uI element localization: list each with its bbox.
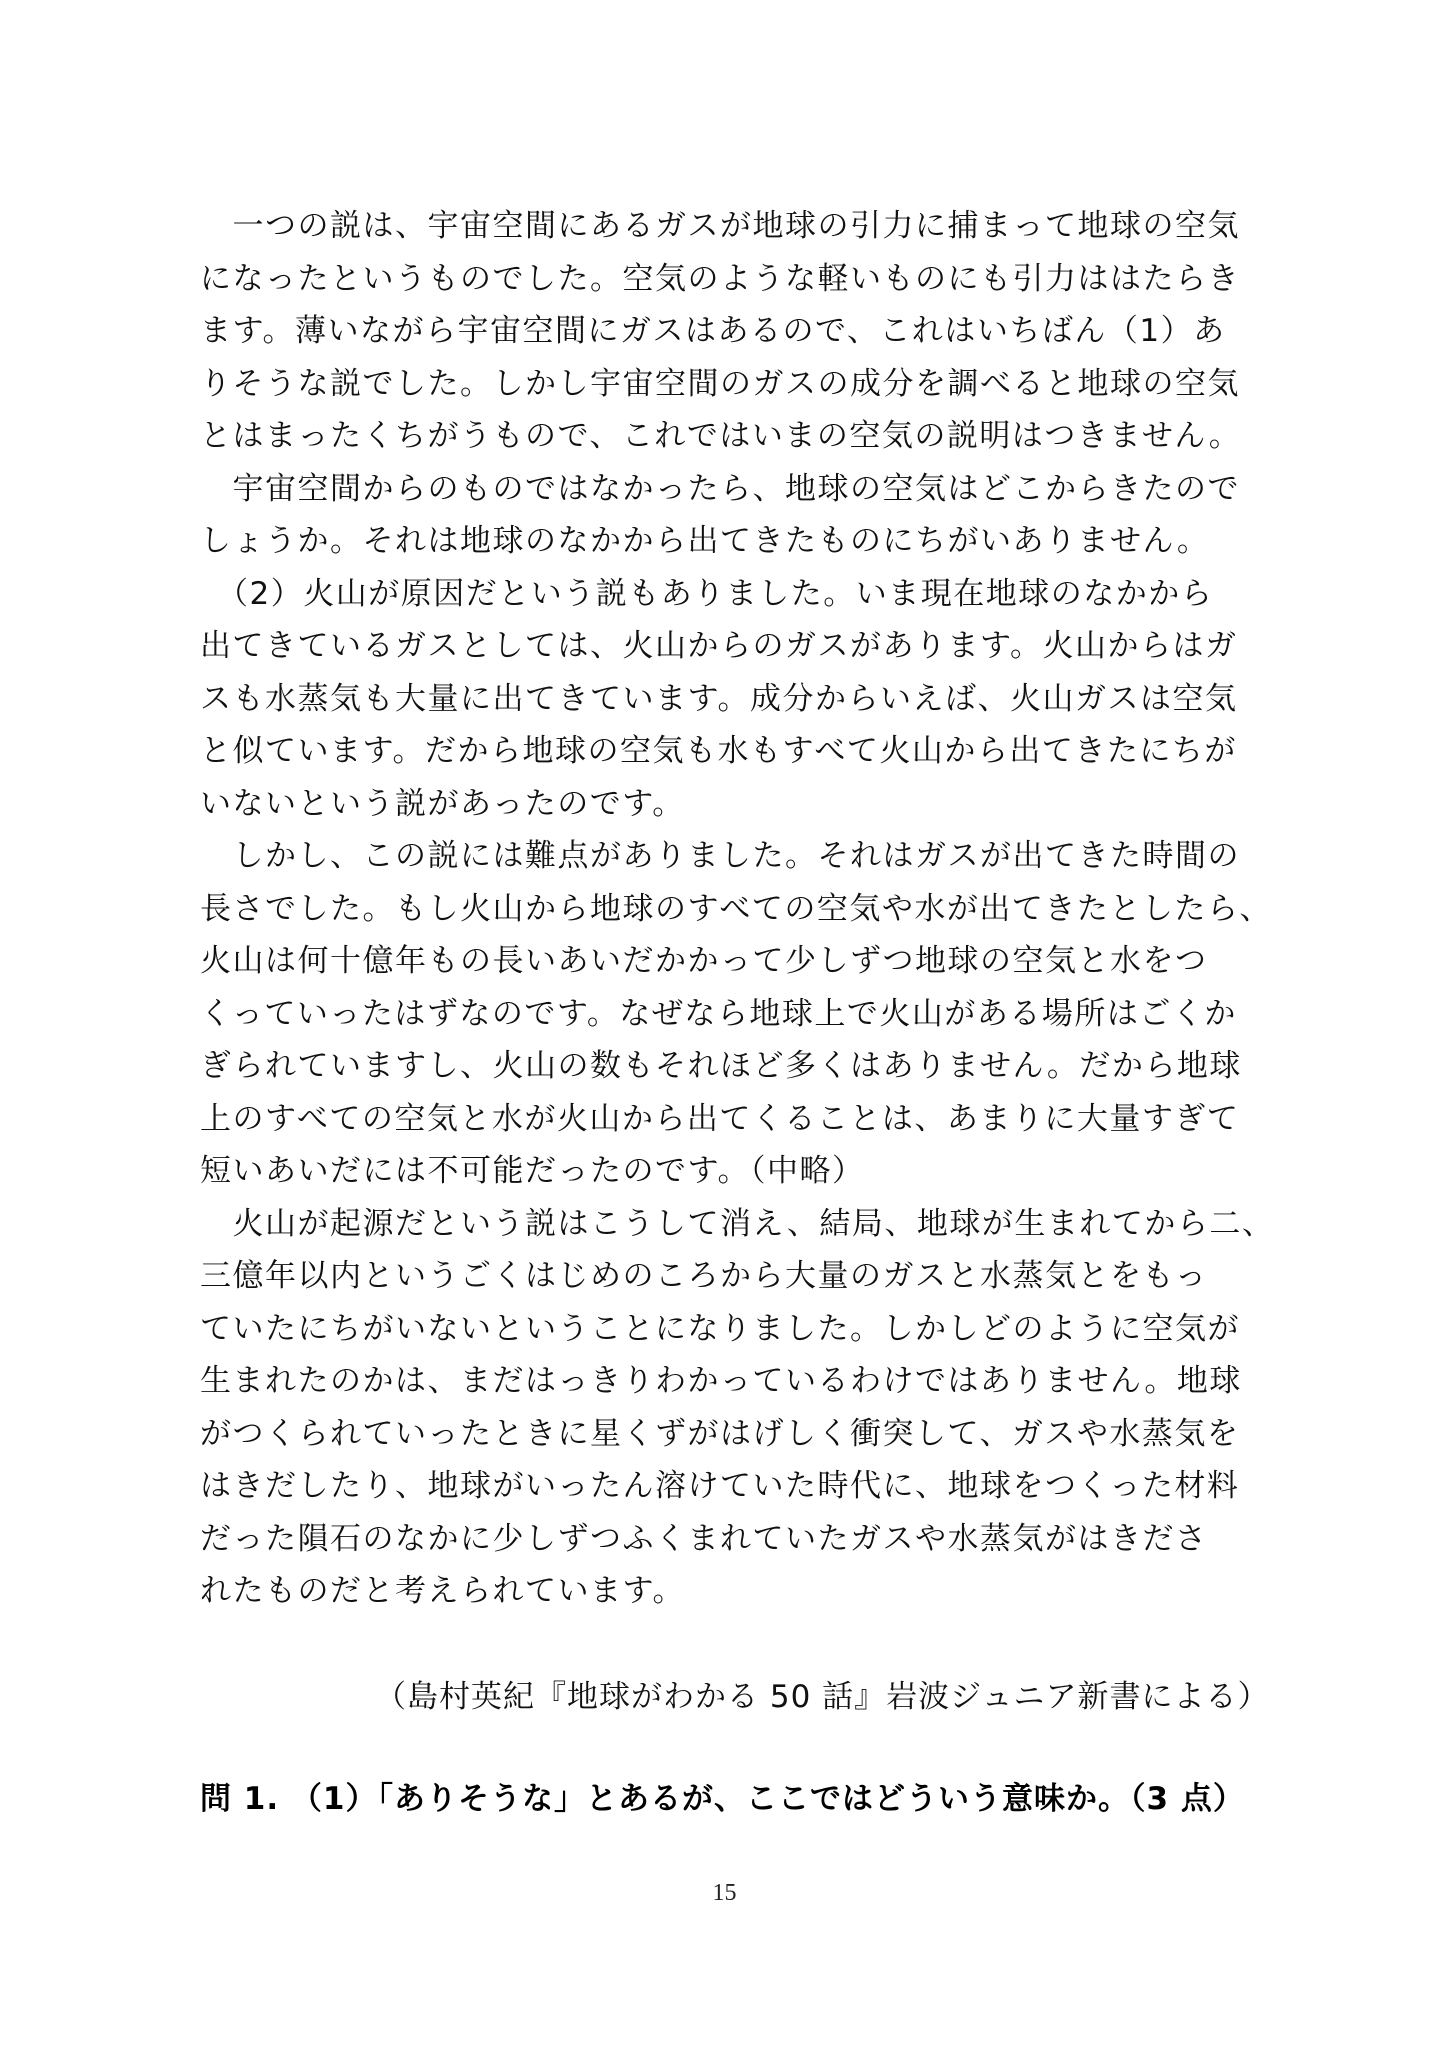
paragraph-4 bbox=[200, 830, 1272, 1198]
text-line: と似ています。だから地球の空気も水もすべて火山から出てきたにちが bbox=[200, 733, 1237, 769]
text-line: 生まれたのかは、まだはっきりわかっているわけではありません。地球 bbox=[200, 1363, 1242, 1399]
source-citation: （島村英紀『地球がわかる 50 話』岩波ジュニア新書による） bbox=[375, 1679, 1270, 1715]
text-line: 三億年以内というごくはじめのころから大量のガスと水蒸気とをもっ bbox=[200, 1258, 1208, 1294]
text-line: 一つの説は、宇宙空間にあるガスが地球の引力に捕まって地球の空気 bbox=[200, 208, 1240, 244]
paragraph-3 bbox=[200, 568, 1260, 831]
text-line: 火山は何十億年もの長いあいだかかって少しずつ地球の空気と水をつ bbox=[200, 943, 1208, 979]
question-1: 問 1. （1）「ありそうな」とあるが、ここではどういう意味か。（3 点） bbox=[200, 1781, 1245, 1817]
text-line: とはまったくちがうもので、これではいまの空気の説明はつきません。 bbox=[200, 418, 1242, 454]
page-number: 15 bbox=[712, 1880, 737, 1906]
paragraph-5 bbox=[200, 1198, 1275, 1618]
text-line: いないという説があったのです。 bbox=[200, 785, 685, 822]
text-line: 長さでした。もし火山から地球のすべての空気や水が出てきたとしたら、 bbox=[200, 890, 1272, 927]
text-line: スも水蒸気も大量に出てきています。成分からいえば、火山ガスは空気 bbox=[200, 680, 1238, 717]
text-line: りそうな説でした。しかし宇宙空間のガスの成分を調べると地球の空気 bbox=[200, 365, 1240, 402]
text-line: 短いあいだには不可能だったのです。（中略） bbox=[200, 1153, 865, 1189]
text-line: 上のすべての空気と水が火山から出てくることは、あまりに大量すぎて bbox=[200, 1100, 1240, 1137]
text-line: 宇宙空間からのものではなかったら、地球の空気はどこからきたので bbox=[200, 470, 1240, 507]
text-line: れたものだと考えられています。 bbox=[200, 1573, 686, 1609]
text-line: ぎられていますし、火山の数もそれほど多くはありません。だから地球 bbox=[200, 1048, 1242, 1084]
text-line: 火山が起源だという説はこうして消え、結局、地球が生まれてから二、 bbox=[200, 1205, 1275, 1242]
paragraph-2 bbox=[200, 463, 1260, 568]
text-line: しかし、この説には難点がありました。それはガスが出てきた時間の bbox=[200, 838, 1240, 874]
text-line: くっていったはずなのです。なぜなら地球上で火山がある場所はごくか bbox=[200, 995, 1237, 1032]
passage-body bbox=[200, 200, 1275, 1618]
text-line: 出てきているガスとしては、火山からのガスがあります。火山からはガ bbox=[200, 628, 1238, 664]
text-line: （2）火山が原因だという説もありました。いま現在地球のなかから bbox=[200, 575, 1214, 612]
text-line: ます。薄いながら宇宙空間にガスはあるので、これはいちばん（1）あ bbox=[200, 313, 1226, 349]
text-line: はきだしたり、地球がいったん溶けていた時代に、地球をつくった材料 bbox=[200, 1468, 1240, 1504]
text-line: だった隕石のなかに少しずつふくまれていたガスや水蒸気がはきださ bbox=[200, 1520, 1208, 1557]
paragraph-1 bbox=[200, 200, 1260, 463]
text-line: ていたにちがいないということになりました。しかしどのように空気が bbox=[200, 1310, 1240, 1347]
text-line: がつくられていったときに星くずがはげしく衝突して、ガスや水蒸気を bbox=[200, 1415, 1240, 1452]
text-line: しょうか。それは地球のなかから出てきたものにちがいありません。 bbox=[200, 523, 1210, 559]
text-line: になったというものでした。空気のような軽いものにも引力ははたらき bbox=[200, 260, 1240, 297]
